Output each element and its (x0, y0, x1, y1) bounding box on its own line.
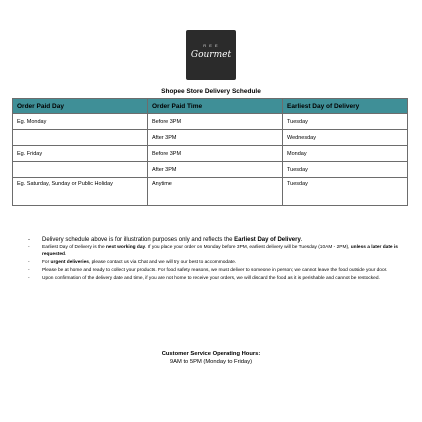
table-cell (13, 162, 148, 178)
table-cell: After 3PM (148, 130, 283, 146)
table-cell: Monday (283, 146, 408, 162)
note-text: , please contact us via Chat and we will try our best to accommodate. (88, 259, 237, 265)
list-item (28, 245, 400, 258)
table-cell (13, 130, 148, 146)
table-cell: Eg. Friday (13, 146, 148, 162)
table-cell: Wednesday (283, 130, 408, 146)
table-row (13, 130, 408, 146)
note-text: . (64, 251, 67, 257)
table-header-row (13, 99, 408, 114)
table-row (13, 114, 408, 130)
logo-tagline: R E E (203, 43, 219, 48)
note-text: Delivery schedule above is for illustration purposes only and reflects the (42, 237, 235, 243)
header-order-paid-time: Order Paid Time (148, 99, 283, 114)
notes-list (28, 237, 400, 284)
note-text: For (42, 259, 51, 265)
table-row (13, 162, 408, 178)
table-cell: After 3PM (148, 162, 283, 178)
customer-service-hours-text: 9AM to 5PM (Monday to Friday) (169, 359, 253, 365)
table-cell: Eg. Monday (13, 114, 148, 130)
note-bold-text: next working day (105, 245, 146, 251)
table-row (13, 146, 408, 162)
table-cell: Eg. Saturday, Sunday or Public Holiday (13, 178, 148, 206)
table-row (13, 178, 408, 206)
delivery-schedule-table (12, 98, 408, 206)
table-cell: Before 3PM (148, 114, 283, 130)
note-bold-text: unless a later date is requested (42, 245, 398, 257)
note-bold-text: urgent deliveries (50, 259, 89, 265)
table-cell: Tuesday (283, 162, 408, 178)
table-cell: Tuesday (283, 114, 408, 130)
customer-service-heading: Customer Service Operating Hours: (161, 351, 261, 357)
list-item (28, 237, 400, 244)
note-text: . (300, 237, 303, 243)
table-cell: Anytime (148, 178, 283, 206)
header-order-paid-day: Order Paid Day (13, 99, 148, 114)
header-earliest-delivery: Earliest Day of Delivery (283, 99, 408, 114)
list-item: - Upon confirmation of the delivery date and time, if you are not home to receive your orders, we will discard the food as it is perishable and cannot be restocked. (28, 276, 400, 283)
list-item: - Please be at home and ready to collect your products. For food safety reasons, we must deliver to someone in person; we cannot leave the food outside your door. (28, 268, 400, 275)
schedule-title: Shopee Store Delivery Schedule (161, 88, 261, 95)
brand-logo (186, 30, 236, 80)
customer-service-hours (0, 350, 422, 366)
table-cell: Tuesday (283, 178, 408, 206)
table-cell: Before 3PM (148, 146, 283, 162)
note-text: . If you place your order on Monday before 3PM, earliest delivery will be Tuesday (10AM - 2PM), (145, 245, 351, 251)
logo-brand-name: Gourmet (190, 50, 232, 60)
list-item (28, 260, 400, 267)
note-text: Earliest Day of Delivery is the (42, 245, 106, 251)
note-bold-text: Earliest Day of Delivery (234, 237, 301, 243)
